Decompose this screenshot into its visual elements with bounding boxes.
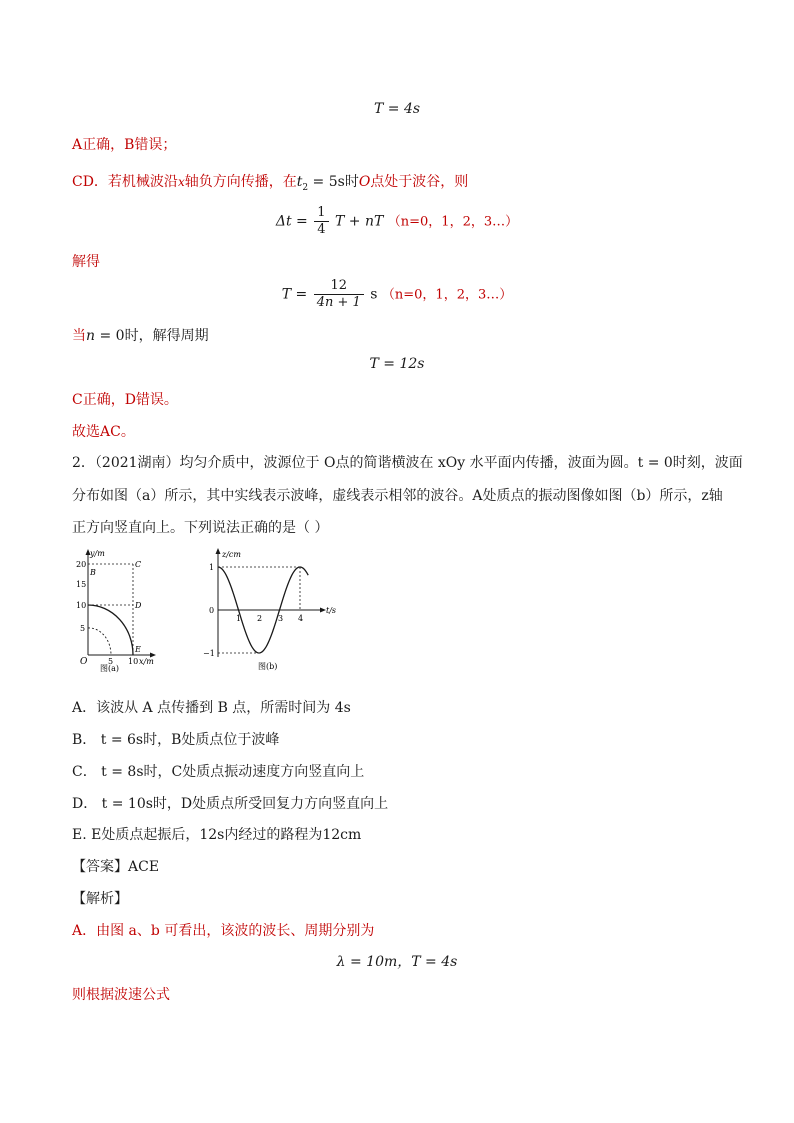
option-D: D． t = 10s时，D处质点所受回复力方向竖直向上: [72, 796, 389, 812]
question-2-line-2: 分布如图（a）所示，其中实线表示波峰，虚线表示相邻的波谷。A处质点的振动图像如图（b）所示，z轴: [72, 488, 723, 504]
fig-a-point-E: E: [135, 645, 141, 654]
fig-b-x-tick-2: 2: [257, 614, 263, 623]
ab-conclusion: A正确，B错误；: [72, 137, 177, 153]
question-2-line-3: 正方向竖直向上。下列说法正确的是（ ）: [72, 520, 329, 536]
fig-a-y-tick-10: 10: [76, 601, 87, 610]
fig-a-x-tick-5: 5: [108, 657, 114, 666]
fig-a-y-tick-15: 15: [76, 580, 87, 589]
fig-b-z-label: z/cm: [222, 550, 241, 559]
fig-a-x-label: x/m: [139, 657, 154, 666]
fig-b-caption: 图(b): [258, 662, 278, 671]
figure-b: [200, 545, 345, 675]
fig-a-x-tick-10: 10: [128, 657, 139, 666]
fig-a-point-B: B: [90, 568, 96, 577]
fig-a-crest-arc: [88, 605, 133, 655]
fig-a-point-D: D: [135, 601, 142, 610]
question-2-line-1: 2．（2021湖南）均匀介质中，波源位于 O点的简谐横波在 xOy 水平面内传播，波面为圆。t = 0时刻，波面: [72, 455, 743, 471]
equation-lambda: λ = 10m，T = 4s: [336, 954, 458, 970]
fig-b-x-tick-3: 3: [278, 614, 284, 623]
equation-delta-t: Δt = $\frac{1}{4}$ T + nT （n=0，1，2，3…）: [275, 205, 519, 237]
fig-a-origin: O: [80, 657, 88, 667]
fig-a-y-tick-20: 20: [76, 560, 87, 569]
fig-a-y-tick-5: 5: [80, 624, 86, 633]
option-A: A．该波从 A 点传播到 B 点，所需时间为 4s: [72, 700, 351, 716]
solve-label: 解得: [72, 254, 100, 270]
cd-conclusion: C正确，D错误。: [72, 392, 178, 408]
equation-period-4s: T = 4s: [373, 101, 421, 117]
option-C: C． t = 8s时，C处质点振动速度方向竖直向上: [72, 764, 365, 780]
cd-intro: CD．若机械波沿x轴负方向传播，在$t_2 = 5s$时O点处于波谷，则: [72, 174, 469, 193]
figure-a: [68, 545, 168, 675]
fig-a-caption: 图(a): [100, 664, 120, 673]
equation-period-general: T = $\frac{12}{4n + 1}$ s （n=0，1，2，3…）: [281, 278, 513, 310]
analysis-label: 【解析】: [72, 891, 128, 907]
n-zero-line: 当n = 0时，解得周期: [72, 328, 209, 344]
fig-b-t-label: t/s: [326, 606, 337, 615]
fig-b-x-tick-1: 1: [236, 614, 242, 623]
fig-b-z-arrow: [216, 548, 221, 554]
analysis-a: A．由图 a、b 可看出，该波的波长、周期分别为: [72, 923, 375, 939]
option-E: E. E处质点起振后，12s内经过的路程为12cm: [72, 827, 362, 843]
fig-b-tick-0: 0: [209, 606, 215, 615]
fig-a-y-label: y/m: [90, 549, 105, 558]
fig-b-tick-1: 1: [209, 563, 215, 572]
fig-a-point-C: C: [135, 560, 142, 569]
answer-label: 【答案】ACE: [72, 859, 160, 875]
choose-line: 故选AC。: [72, 424, 135, 440]
fig-b-x-tick-4: 4: [298, 614, 304, 623]
fig-a-trough-arc: [88, 628, 111, 655]
equation-period-12s: T = 12s: [369, 356, 425, 372]
fig-b-tick-neg1: −1: [203, 649, 215, 658]
option-B: B． t = 6s时，B处质点位于波峰: [72, 732, 280, 748]
wave-speed-line: 则根据波速公式: [72, 987, 170, 1003]
